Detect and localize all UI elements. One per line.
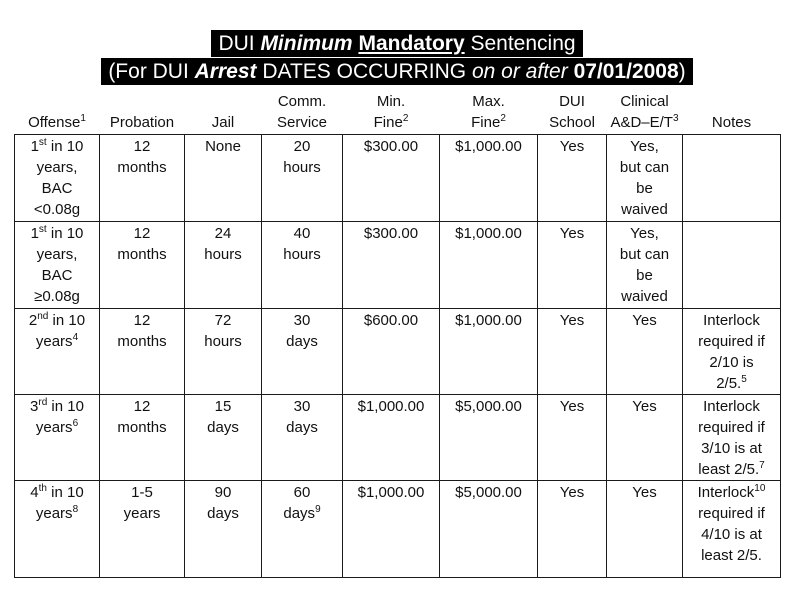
table-cell: 1-5 years xyxy=(100,481,185,578)
table-cell xyxy=(683,222,781,309)
table-row xyxy=(15,309,781,395)
title-segment: Arrest xyxy=(194,60,257,83)
table-row xyxy=(15,135,781,222)
table-cell: $1,000.00 xyxy=(343,481,440,578)
table-cell: Yes xyxy=(607,309,683,395)
table-cell: 3rd in 10 years$^6$ xyxy=(15,395,100,481)
table-cell: 2nd in 10 years$^4$ xyxy=(15,309,100,395)
table-cell: 30 days xyxy=(262,309,343,395)
table-cell: Yes xyxy=(538,222,607,309)
page-title-line1 xyxy=(211,30,582,57)
table-header-row xyxy=(15,91,781,135)
table-cell: None xyxy=(185,135,262,222)
title-segment: Minimum xyxy=(260,32,353,55)
header-cell: Offense$^1$ xyxy=(28,113,86,131)
table-row xyxy=(15,395,781,481)
title-segment: 07/01/2008 xyxy=(573,60,679,83)
table-cell: Interlock required if 3/10 is at least 2/5.$^7$ xyxy=(683,395,781,481)
table-cell: 15 days xyxy=(185,395,262,481)
table-cell: Yes xyxy=(607,481,683,578)
table-cell: Yes, but can be waived xyxy=(607,222,683,309)
header-cell: Probation xyxy=(109,114,175,131)
table-cell: $1,000.00 xyxy=(440,309,538,395)
table-cell: 12 months xyxy=(100,395,185,481)
table-cell: Yes xyxy=(607,395,683,481)
table-cell: $1,000.00 xyxy=(343,395,440,481)
table-cell: Yes xyxy=(538,395,607,481)
table-cell: Yes xyxy=(538,135,607,222)
table-cell xyxy=(683,135,781,222)
table-cell: 12 months xyxy=(100,135,185,222)
table-cell: $300.00 xyxy=(343,135,440,222)
table-cell: 30 days xyxy=(262,395,343,481)
header-cell: Jail xyxy=(211,114,235,131)
table-cell: 1st in 10 years, BAC ≥0.08g xyxy=(15,222,100,309)
table-cell: 12 months xyxy=(100,222,185,309)
table-cell: $1,000.00 xyxy=(440,135,538,222)
table-cell: 4th in 10 years$^8$ xyxy=(15,481,100,578)
title-segment: on or after xyxy=(471,60,568,83)
title-segment: (For DUI xyxy=(108,60,195,83)
table-cell: Interlock required if 2/10 is 2/5.$^5$ xyxy=(683,309,781,395)
table-cell: 72 hours xyxy=(185,309,262,395)
header-cell: Clinical $A\&D-E/T^3$ xyxy=(610,93,679,131)
sentencing-table xyxy=(14,91,781,578)
header-cell: Comm. Service xyxy=(276,93,328,131)
title-segment: ) xyxy=(678,60,686,83)
table-cell: Yes xyxy=(538,481,607,578)
table-cell: $5,000.00 xyxy=(440,481,538,578)
title-segment: Mandatory xyxy=(358,32,465,55)
table-cell: $300.00 xyxy=(343,222,440,309)
table-row xyxy=(15,481,781,578)
table-cell: Interlock$^{10}$ required if 4/10 is at least 2/5. xyxy=(683,481,781,578)
table-cell: Yes xyxy=(538,309,607,395)
table-cell: $5,000.00 xyxy=(440,395,538,481)
header-cell: Notes xyxy=(711,114,752,131)
table-cell: 20 hours xyxy=(262,135,343,222)
header-cell: Max. Fine$^2$ xyxy=(471,93,506,131)
table-row xyxy=(15,222,781,309)
table-cell: 24 hours xyxy=(185,222,262,309)
table-cell: 1st in 10 years, BAC <0.08g xyxy=(15,135,100,222)
table-cell: $1,000.00 xyxy=(440,222,538,309)
table-cell: Yes, but can be waived xyxy=(607,135,683,222)
title-segment: DATES OCCURRING xyxy=(256,60,472,83)
title-segment: Sentencing xyxy=(464,32,576,55)
header-cell: DUI School xyxy=(549,93,595,131)
table-cell: 60 days$^9$ xyxy=(262,481,343,578)
table-cell: $600.00 xyxy=(343,309,440,395)
table-cell: 90 days xyxy=(185,481,262,578)
table-cell: 40 hours xyxy=(262,222,343,309)
page-title-line2 xyxy=(101,58,692,85)
title-block xyxy=(0,30,794,86)
table-cell: 12 months xyxy=(100,309,185,395)
header-cell: Min. Fine$^2$ xyxy=(373,93,409,131)
title-segment: DUI xyxy=(218,32,261,55)
